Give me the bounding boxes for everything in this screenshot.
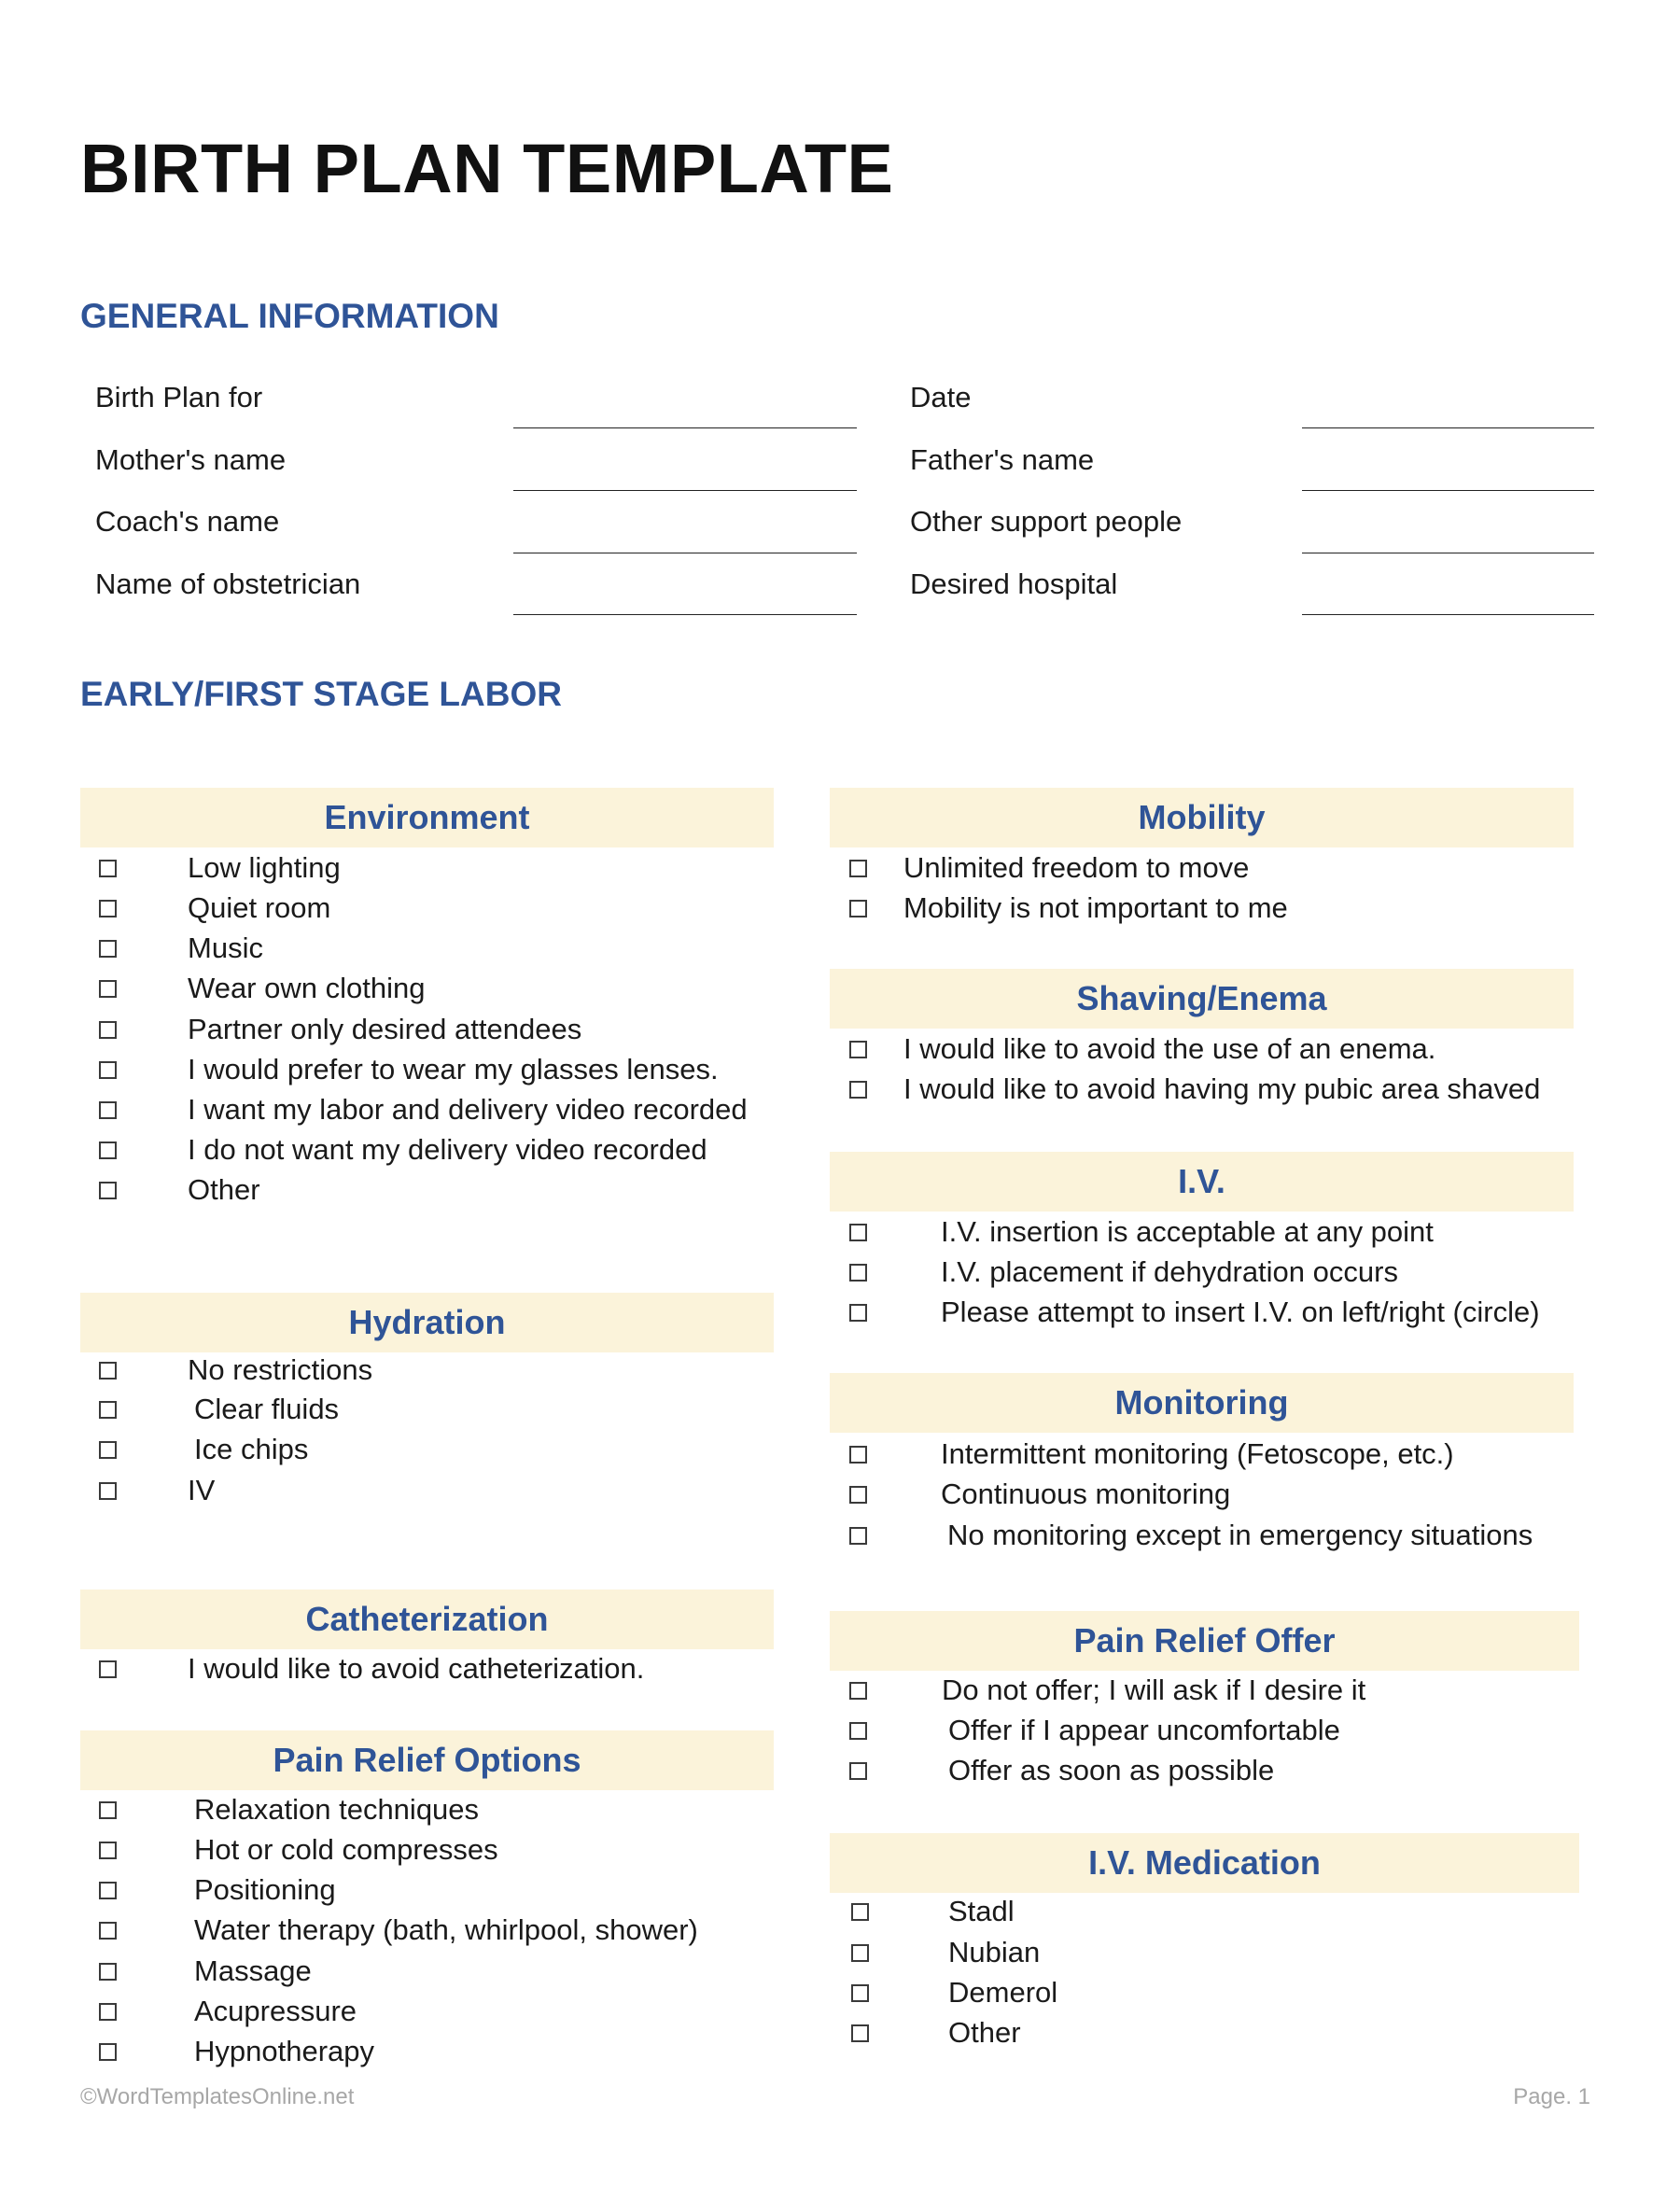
section-header-environment: Environment — [80, 788, 774, 847]
list-item: Nubian — [948, 1936, 1041, 1968]
checkbox[interactable] — [99, 1441, 117, 1459]
section-header-monitoring: Monitoring — [830, 1373, 1574, 1433]
list-item: Quiet room — [188, 891, 331, 924]
checkbox[interactable] — [99, 940, 117, 958]
checkbox[interactable] — [849, 1762, 867, 1780]
section-header-iv: I.V. — [830, 1152, 1574, 1212]
list-item: I want my labor and delivery video recorded — [188, 1093, 748, 1126]
field-label-desired-hospital: Desired hospital — [910, 567, 1118, 600]
list-item: I would like to avoid catheterization. — [188, 1652, 645, 1685]
checkbox[interactable] — [99, 1142, 117, 1159]
list-item: I would like to avoid the use of an enema. — [903, 1032, 1436, 1065]
field-label-mothers-name: Mother's name — [95, 443, 287, 476]
checkbox[interactable] — [851, 1944, 869, 1962]
field-label-fathers-name: Father's name — [910, 443, 1095, 476]
list-item: Other — [188, 1173, 260, 1206]
list-item: No monitoring except in emergency situations — [947, 1519, 1533, 1551]
list-item: Clear fluids — [194, 1393, 340, 1425]
list-item: Intermittent monitoring (Fetoscope, etc.) — [941, 1437, 1454, 1470]
checkbox[interactable] — [849, 1264, 867, 1282]
list-item: Demerol — [948, 1976, 1058, 2009]
list-item: Offer as soon as possible — [948, 1754, 1275, 1786]
checkbox[interactable] — [99, 1842, 117, 1859]
list-item: I would prefer to wear my glasses lenses. — [188, 1053, 719, 1085]
list-item: Stadl — [948, 1895, 1015, 1927]
list-item: I.V. placement if dehydration occurs — [941, 1255, 1398, 1288]
checkbox[interactable] — [99, 1660, 117, 1678]
checkbox[interactable] — [99, 2043, 117, 2061]
checkbox[interactable] — [849, 1081, 867, 1099]
section-header-hydration: Hydration — [80, 1293, 774, 1352]
footer-copyright: ©WordTemplatesOnline.net — [80, 2084, 355, 2109]
field-label-coachs-name: Coach's name — [95, 505, 280, 538]
list-item: Ice chips — [194, 1433, 309, 1465]
field-line-obstetrician[interactable] — [513, 614, 857, 615]
checkbox[interactable] — [99, 2003, 117, 2021]
checkbox[interactable] — [851, 1903, 869, 1921]
list-item: Massage — [194, 1954, 312, 1987]
list-item: Unlimited freedom to move — [903, 851, 1250, 884]
list-item: Wear own clothing — [188, 972, 426, 1004]
checkbox[interactable] — [849, 1224, 867, 1241]
footer-page-number: Page. 1 — [1513, 2084, 1590, 2109]
checkbox[interactable] — [849, 1682, 867, 1700]
field-line-fathers-name[interactable] — [1302, 490, 1594, 491]
list-item: No restrictions — [188, 1353, 373, 1386]
checkbox[interactable] — [849, 1486, 867, 1504]
field-label-birth-plan-for: Birth Plan for — [95, 381, 263, 413]
field-label-date: Date — [910, 381, 972, 413]
list-item: I.V. insertion is acceptable at any point — [941, 1215, 1434, 1248]
list-item: Continuous monitoring — [941, 1478, 1231, 1510]
field-label-other-support: Other support people — [910, 505, 1183, 538]
checkbox[interactable] — [99, 900, 117, 917]
list-item: Offer if I appear uncomfortable — [948, 1714, 1340, 1746]
checkbox[interactable] — [99, 1061, 117, 1079]
list-item: Hot or cold compresses — [194, 1833, 498, 1866]
list-item: Please attempt to insert I.V. on left/right (circle) — [941, 1296, 1540, 1328]
checkbox[interactable] — [849, 1446, 867, 1464]
checkbox[interactable] — [99, 1482, 117, 1500]
field-line-birth-plan-for[interactable] — [513, 427, 857, 428]
list-item: Hypnotherapy — [194, 2035, 375, 2067]
general-information-heading: GENERAL INFORMATION — [80, 297, 499, 335]
checkbox[interactable] — [99, 1401, 117, 1419]
list-item: Other — [948, 2016, 1021, 2049]
section-header-catheterization: Catheterization — [80, 1590, 774, 1649]
field-line-date[interactable] — [1302, 427, 1594, 428]
field-line-desired-hospital[interactable] — [1302, 614, 1594, 615]
section-header-mobility: Mobility — [830, 788, 1574, 847]
list-item: Acupressure — [194, 1995, 357, 2027]
checkbox[interactable] — [99, 1101, 117, 1119]
list-item: Partner only desired attendees — [188, 1013, 582, 1045]
list-item: Positioning — [194, 1873, 336, 1906]
checkbox[interactable] — [851, 1984, 869, 2002]
checkbox[interactable] — [99, 1362, 117, 1380]
list-item: Do not offer; I will ask if I desire it — [942, 1674, 1366, 1706]
list-item: Mobility is not important to me — [903, 891, 1288, 924]
list-item: Relaxation techniques — [194, 1793, 480, 1826]
field-label-obstetrician: Name of obstetrician — [95, 567, 361, 600]
section-header-shaving-enema: Shaving/Enema — [830, 969, 1574, 1029]
section-header-pain-relief-options: Pain Relief Options — [80, 1730, 774, 1790]
checkbox[interactable] — [849, 1304, 867, 1322]
checkbox[interactable] — [851, 2024, 869, 2042]
checkbox[interactable] — [99, 1801, 117, 1819]
checkbox[interactable] — [99, 1963, 117, 1981]
checkbox[interactable] — [849, 1527, 867, 1545]
checkbox[interactable] — [849, 1041, 867, 1058]
checkbox[interactable] — [99, 1882, 117, 1899]
page-title: BIRTH PLAN TEMPLATE — [80, 130, 894, 207]
list-item: IV — [188, 1474, 216, 1506]
list-item: I would like to avoid having my pubic area shaved — [903, 1072, 1541, 1105]
list-item: I do not want my delivery video recorded — [188, 1133, 707, 1166]
checkbox[interactable] — [99, 980, 117, 998]
list-item: Music — [188, 931, 263, 964]
section-header-pain-relief-offer: Pain Relief Offer — [830, 1611, 1579, 1671]
checkbox[interactable] — [99, 1182, 117, 1199]
section-header-iv-medication: I.V. Medication — [830, 1833, 1579, 1893]
checkbox[interactable] — [99, 860, 117, 877]
list-item: Low lighting — [188, 851, 341, 884]
checkbox[interactable] — [99, 1021, 117, 1039]
checkbox[interactable] — [849, 1722, 867, 1740]
checkbox[interactable] — [849, 860, 867, 877]
labor-heading: EARLY/FIRST STAGE LABOR — [80, 675, 562, 713]
checkbox[interactable] — [99, 1922, 117, 1940]
field-line-mothers-name[interactable] — [513, 490, 857, 491]
list-item: Water therapy (bath, whirlpool, shower) — [194, 1913, 698, 1946]
checkbox[interactable] — [849, 900, 867, 917]
